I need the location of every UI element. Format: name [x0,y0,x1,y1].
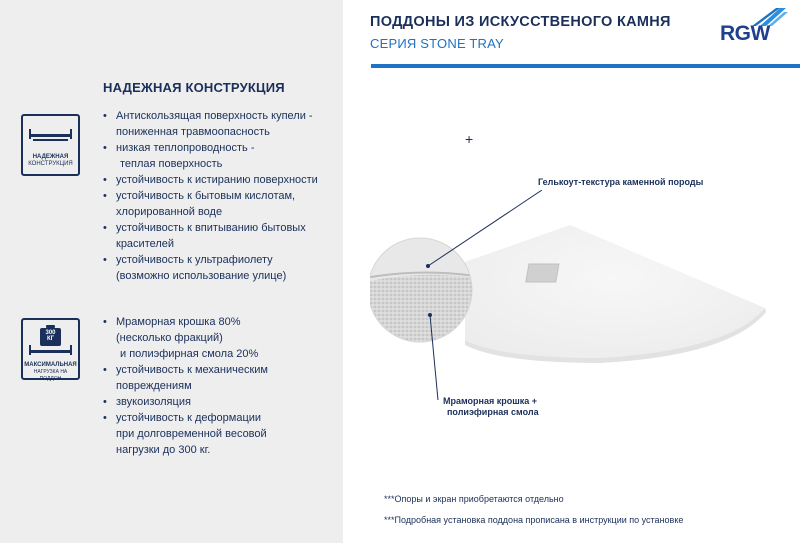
logo-text: RGW [720,22,770,45]
weight-label-kg: КГ [46,336,55,342]
section-title: НАДЕЖНАЯ КОНСТРУКЦИЯ [103,80,285,95]
list-item: • устойчивость к бытовым кислотам, хлорированной воде [103,188,318,220]
list-item: • Мраморная крошка 80% (несколько фракций) и полиэфирная смола 20% [103,314,268,362]
reliable-construction-badge [21,114,80,176]
tray-icon [23,120,78,150]
marble-label-line1: Мраморная крошка + [443,396,537,406]
list-item: • устойчивость к ультрафиолету (возможно использование улице) [103,252,318,284]
list-item: • устойчивость к истиранию поверхности [103,172,318,188]
list-item: • низкая теплопроводность - теплая поверхность [103,140,318,172]
badge-caption-1: НАДЕЖНАЯ [32,154,69,160]
feature-list-construction [103,108,318,284]
plus-sign: + [465,131,474,147]
feature-list-material [103,314,268,458]
list-item: • Антискользящая поверхность купели - пониженная травмоопасность [103,108,318,140]
weight-label-300: 300 [45,330,56,336]
badge-caption-1: МАКСИМАЛЬНАЯ [24,362,77,368]
badge-caption-2: КОНСТРУКЦИЯ [28,161,73,167]
shower-tray-illustration [370,190,800,430]
title-divider [371,64,800,68]
weight-icon [23,322,78,362]
gelcoat-label: Гелькоут-текстура каменной породы [538,177,704,187]
badge-caption-2: НАГРУЗКА НА ПОДДОН [33,369,68,382]
list-item: • устойчивость к деформации при долговременной весовой нагрузки до 300 кг. [103,410,268,458]
page-subtitle: СЕРИЯ STONE TRAY [370,36,504,51]
list-item: • звукоизоляция [103,394,268,410]
max-load-badge [21,318,80,380]
list-item: • устойчивость к механическим повреждениям [103,362,268,394]
list-item: • устойчивость к впитыванию бытовых красителей [103,220,318,252]
page-title: ПОДДОНЫ ИЗ ИСКУССТВЕНОГО КАМНЯ [370,14,671,30]
footnote-1: ***Опоры и экран приобретаются отдельно [384,494,564,504]
footnote-2: ***Подробная установка поддона прописана в инструкции по установке [384,515,684,525]
marble-label-line2: полиэфирная смола [447,407,539,417]
